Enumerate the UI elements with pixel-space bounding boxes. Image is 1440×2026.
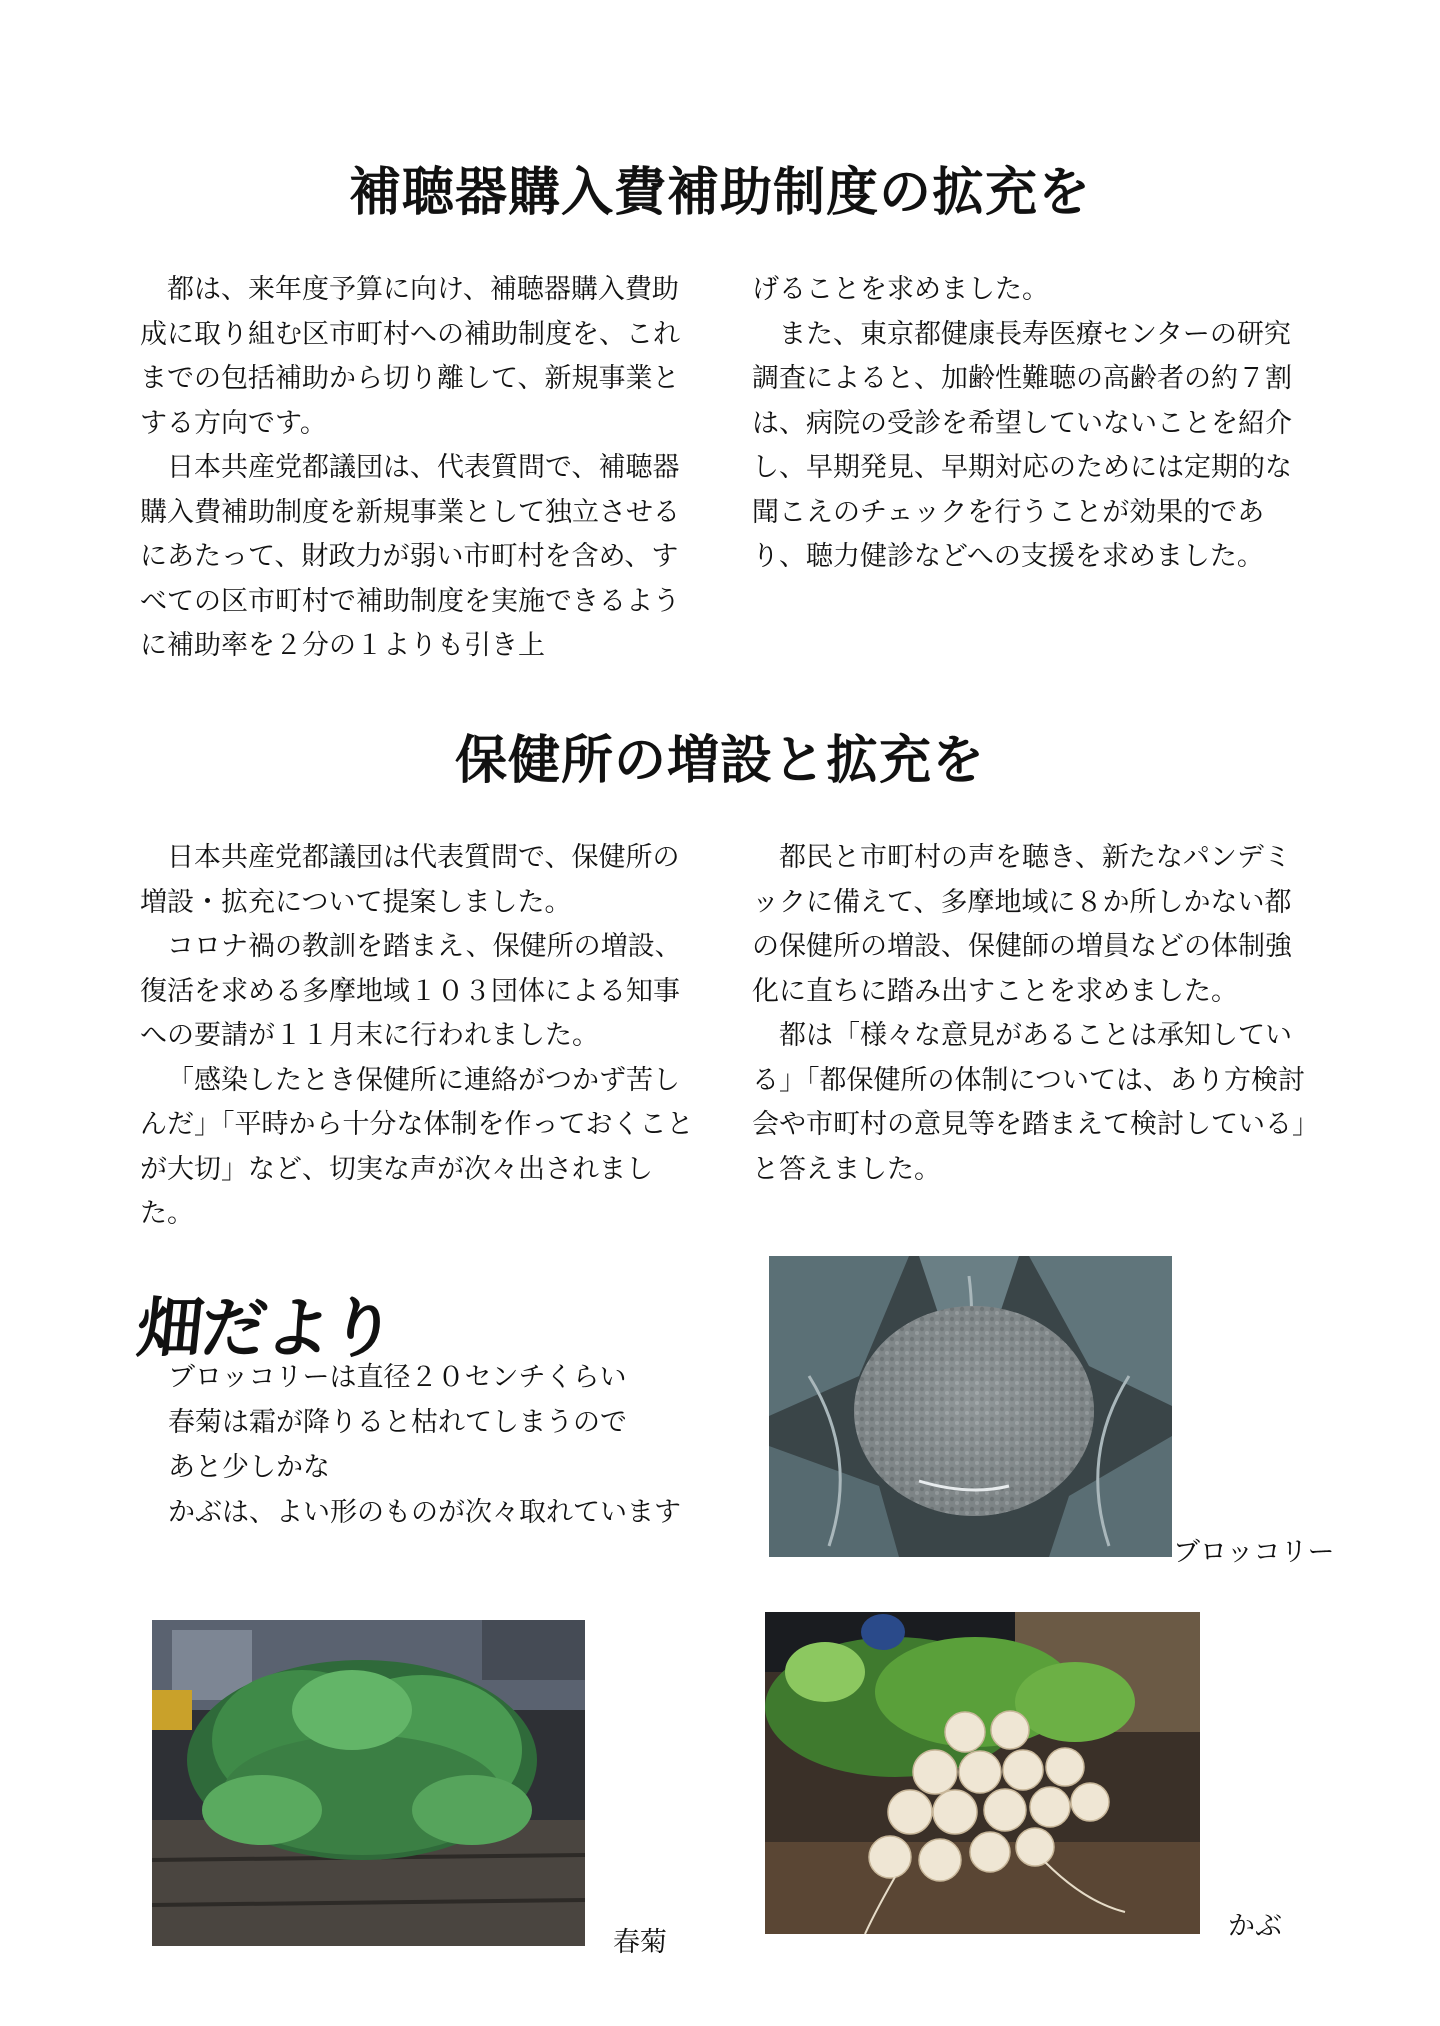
shungiku-caption: 春菊 (613, 1927, 667, 1958)
paragraph: 都民と市町村の声を聴き、新たなパンデミックに備えて、多摩地域に８か所しかない都の保健所の増設、保健師の増員などの体制強化に直ちに踏み出すことを求めました。 (752, 842, 1292, 1007)
broccoli-photo (769, 1256, 1172, 1557)
section2-right-column (752, 836, 1317, 1192)
turnip-photo (765, 1612, 1200, 1934)
farm-line: 春菊は霜が降りると枯れてしまうので (168, 1407, 627, 1438)
shungiku-photo (152, 1620, 585, 1946)
broccoli-caption: ブロッコリー (1173, 1537, 1335, 1568)
section2-left-column (140, 836, 700, 1237)
farm-line: ブロッコリーは直径２０センチくらい (168, 1362, 627, 1393)
paragraph: げることを求めました。 (752, 274, 1049, 305)
paragraph: 都は、来年度予算に向け、補聴器購入費助成に取り組む区市町村への補助制度を、これまでの包括補助から切り離して、新規事業とする方向です。 (140, 274, 680, 439)
paragraph: 都は「様々な意見があることは承知している」「都保健所の体制については、あり方検討会や市町村の意見等を踏まえて検討している」と答えました。 (752, 1020, 1306, 1185)
paragraph: 日本共産党都議団は代表質問で、保健所の増設・拡充について提案しました。 (140, 842, 680, 918)
farm-line: かぶは、よい形のものが次々取れています (168, 1497, 681, 1528)
paragraph: また、東京都健康長寿医療センターの研究調査によると、加齢性難聴の高齢者の約７割は、病院の受診を希望していないことを紹介し、早期発見、早期対応のためには定期的な聞こえのチェックを行うことが効果的であり、聴力健診などへの支援を求めました。 (752, 318, 1292, 572)
section1-left-column (140, 268, 700, 669)
turnip-caption: かぶ (1228, 1911, 1282, 1942)
farm-news-title: 畑だより (133, 1290, 398, 1367)
section1-right-column (752, 268, 1317, 580)
farm-news-text (168, 1355, 681, 1535)
section1-title: 補聴器購入費補助制度の拡充を (348, 163, 1091, 223)
paragraph: 日本共産党都議団は、代表質問で、補聴器購入費補助制度を新規事業として独立させるにあたって、財政力が弱い市町村を含め、すべての区市町村で補助制度を実施できるように補助率を２分の１よりも引き上 (140, 452, 680, 661)
farm-line: あと少しかな (168, 1452, 330, 1483)
paragraph: コロナ禍の教訓を踏まえ、保健所の増設、復活を求める多摩地域１０３団体による知事への要請が１１月末に行われました。 (140, 931, 682, 1051)
section2-title: 保健所の増設と拡充を (454, 731, 985, 791)
paragraph: 「感染したとき保健所に連絡がつかず苦しんだ」「平時から十分な体制を作っておくことが大切」など、切実な声が次々出されました。 (140, 1064, 694, 1229)
